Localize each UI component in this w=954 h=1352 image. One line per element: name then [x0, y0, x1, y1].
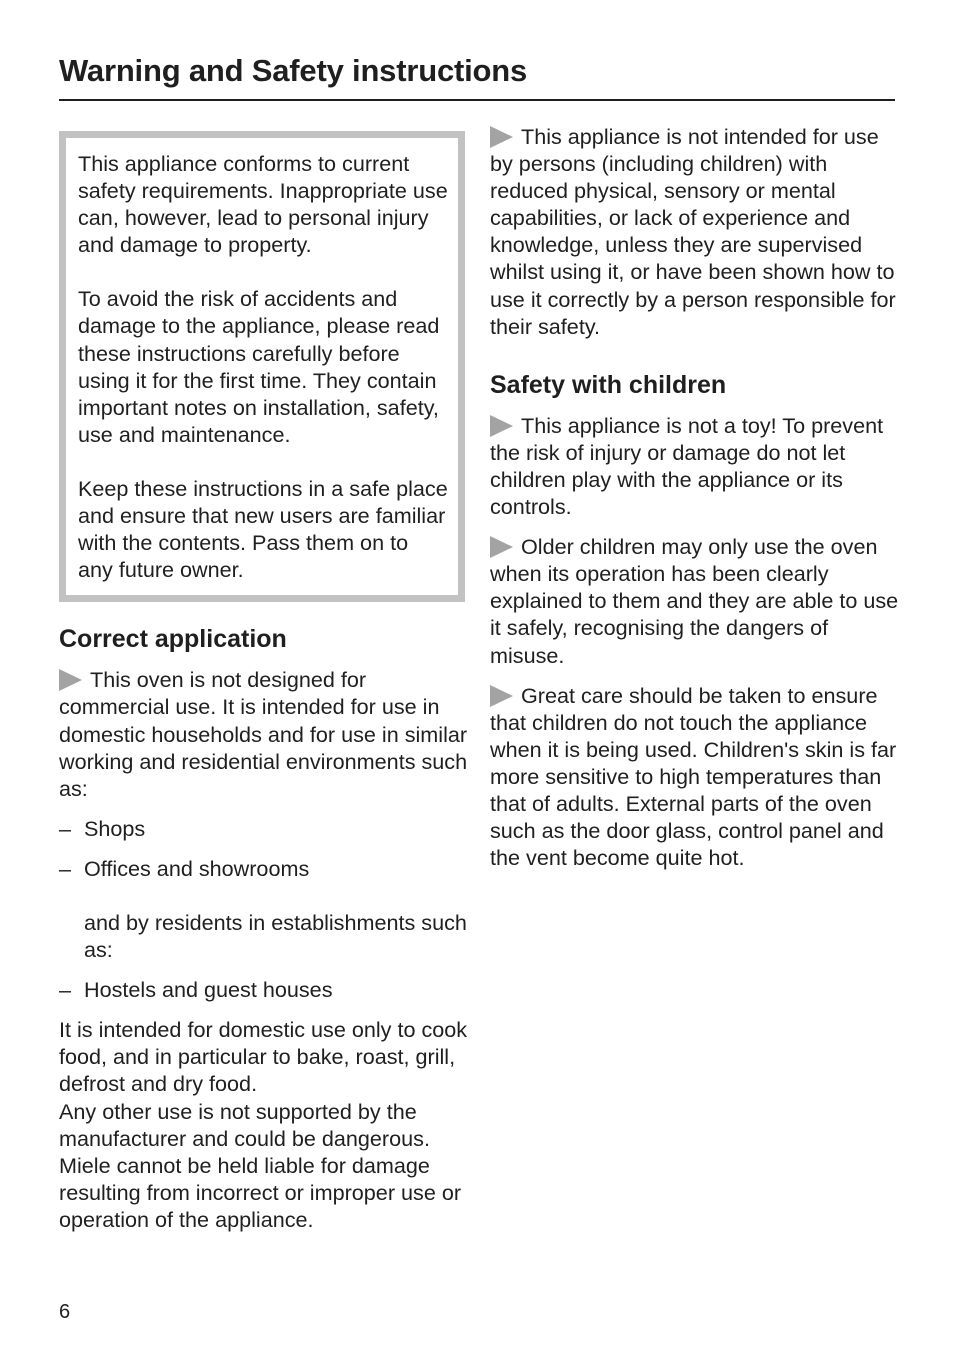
dash-marker: – [59, 855, 72, 881]
liability-text: Any other use is not supported by the manufacturer and could be dangerous. Miele cannot be held liable for damage resulting from incorrect or improper use or operation of the appliance. [59, 1098, 462, 1232]
establishments-text: and by residents in establishments such as: [84, 909, 467, 963]
children-item [490, 533, 900, 668]
children-item-text: This appliance is not a toy! To prevent the risk of injury or damage do not let children play with the appliance or its controls. [490, 412, 884, 520]
intro-text: This oven is not designed for commercial use. It is intended for use in domestic households and for use in similar working and residential environments such as: [59, 667, 468, 801]
right-column [490, 123, 900, 884]
children-item-text: Great care should be taken to ensure that children do not touch the appliance when it is being used. Children's skin is far more sensitive to high temperatures than that of adults. External parts of the oven such as the door glass, control panel and the vent become quite hot. [490, 682, 897, 871]
notice-paragraph: This appliance conforms to current safety requirements. Inappropriate use can, however, lead to personal injury and damage to property. [78, 151, 448, 258]
triangle-right-icon [490, 536, 513, 558]
list-item-text: Offices and showrooms [84, 855, 310, 881]
notice-paragraph: To avoid the risk of accidents and damage to the appliance, please read these instructions carefully before using it for the first time. They contain important notes on installation, safety, use and maintenance. [78, 286, 440, 447]
list-item-text: Shops [84, 815, 146, 841]
notice-paragraph: Keep these instructions in a safe place and ensure that new users are familiar with the contents. Pass them on to any future owner. [78, 475, 448, 583]
safety-notice-box [59, 131, 465, 602]
children-item-text: Older children may only use the oven when its operation has been clearly explained to them and they are able to use it safely, recognising the dangers of misuse. [490, 534, 899, 668]
list-item [59, 855, 469, 882]
left-column [59, 131, 469, 1233]
section-heading-correct-application: Correct application [59, 625, 287, 654]
persons-warning [490, 123, 900, 340]
page-title: Warning and Safety instructions [59, 53, 528, 88]
page-number: 6 [59, 1301, 71, 1323]
section-heading-safety-with-children: Safety with children [490, 370, 727, 399]
triangle-right-icon [490, 685, 513, 707]
title-divider [59, 99, 895, 101]
children-item [490, 682, 900, 872]
dash-marker: – [59, 977, 72, 1003]
domestic-use-text: It is intended for domestic use only to cook food, and in particular to bake, roast, grill, defrost and dry food. [59, 1017, 468, 1097]
triangle-right-icon [490, 415, 513, 437]
dash-marker: – [59, 815, 72, 841]
persons-warning-text: This appliance is not intended for use by persons (including children) with reduced physical, sensory or mental capabilities, or lack of experience and knowledge, unless they are supervised whilst using it, or have been shown how to use it correctly by a person responsible for their safety. [490, 124, 896, 339]
list-item-text: Hostels and guest houses [84, 977, 333, 1003]
correct-application-intro [59, 666, 469, 801]
triangle-right-icon [490, 126, 513, 148]
triangle-right-icon [59, 669, 82, 691]
list-item [59, 976, 469, 1003]
children-item [490, 412, 900, 520]
list-item [59, 815, 469, 842]
